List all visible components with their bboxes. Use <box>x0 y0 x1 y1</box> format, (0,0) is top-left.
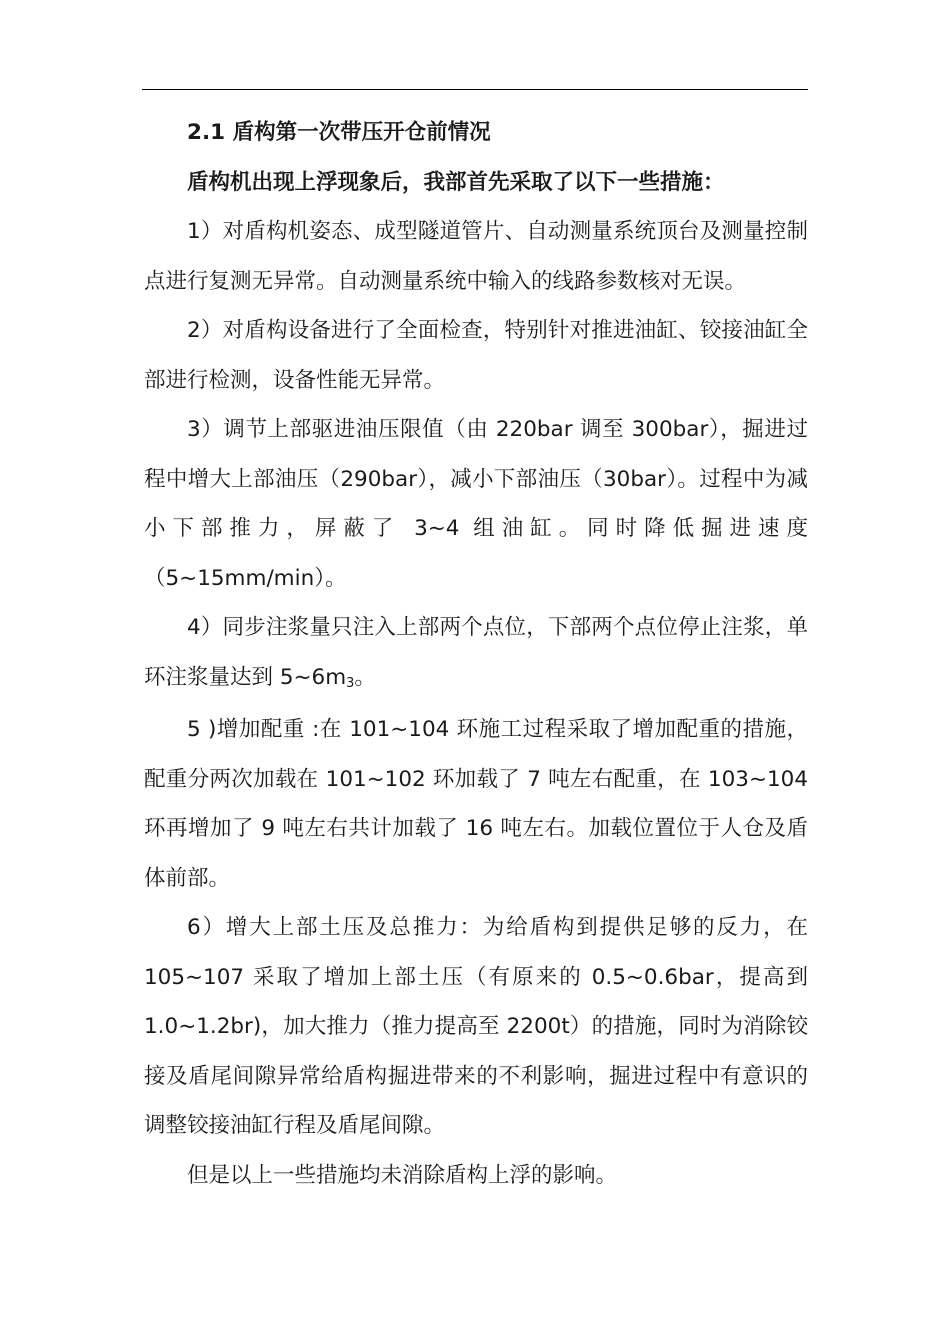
measure-item-3: 3）调节上部驱进油压限值（由 220bar 调至 300bar），掘进过程中增大上部油压（290bar），减小下部油压（30bar）。过程中为减小下部推力，屏蔽了 3~4 组油缸。同时降低掘进速度（5~15mm/min）。 <box>144 417 808 591</box>
conclusion-paragraph: 但是以上一些措施均未消除盾构上浮的影响。 <box>187 1162 618 1188</box>
measure-item-5: 5 )增加配重 :在 101~104 环施工过程采取了增加配重的措施，配重分两次加载在 101~102 环加载了 7 吨左右配重，在 103~104 环再增加了 9 吨左右共计加载了 16 吨左右。加载位置位于人仓及盾体前部。 <box>144 717 808 891</box>
measure-item-2: 2）对盾构设备进行了全面检查，特别针对推进油缸、铰接油缸全部进行检测，设备性能无异常。 <box>144 318 808 393</box>
intro-paragraph: 盾构机出现上浮现象后，我部首先采取了以下一些措施： <box>187 169 725 195</box>
measure-item-4-end: 。 <box>354 664 376 690</box>
cubic-subscript: 3 <box>346 675 355 691</box>
document-body <box>144 108 808 1200</box>
section-heading: 2.1 盾构第一次带压开仓前情况 <box>187 120 491 145</box>
measure-item-6: 6）增大上部土压及总推力：为给盾构到提供足够的反力，在 105~107 采取了增加上部土压（有原来的 0.5~0.6bar，提高到 1.0~1.2br)，加大推力（推力提高至 2200t）的措施，同时为消除铰接及盾尾间隙异常给盾构掘进带来的不利影响，掘进过程中有意识的调整铰接油缸行程及盾尾间隙。 <box>144 915 808 1138</box>
measure-item-1: 1）对盾构机姿态、成型隧道管片、自动测量系统顶台及测量控制点进行复测无异常。自动测量系统中输入的线路参数核对无误。 <box>144 219 808 294</box>
header-rule <box>142 89 808 90</box>
measure-item-4 <box>144 603 808 705</box>
measure-item-4-text: 4）同步注浆量只注入上部两个点位，下部两个点位停止注浆，单环注浆量达到 5~6m <box>144 615 808 690</box>
